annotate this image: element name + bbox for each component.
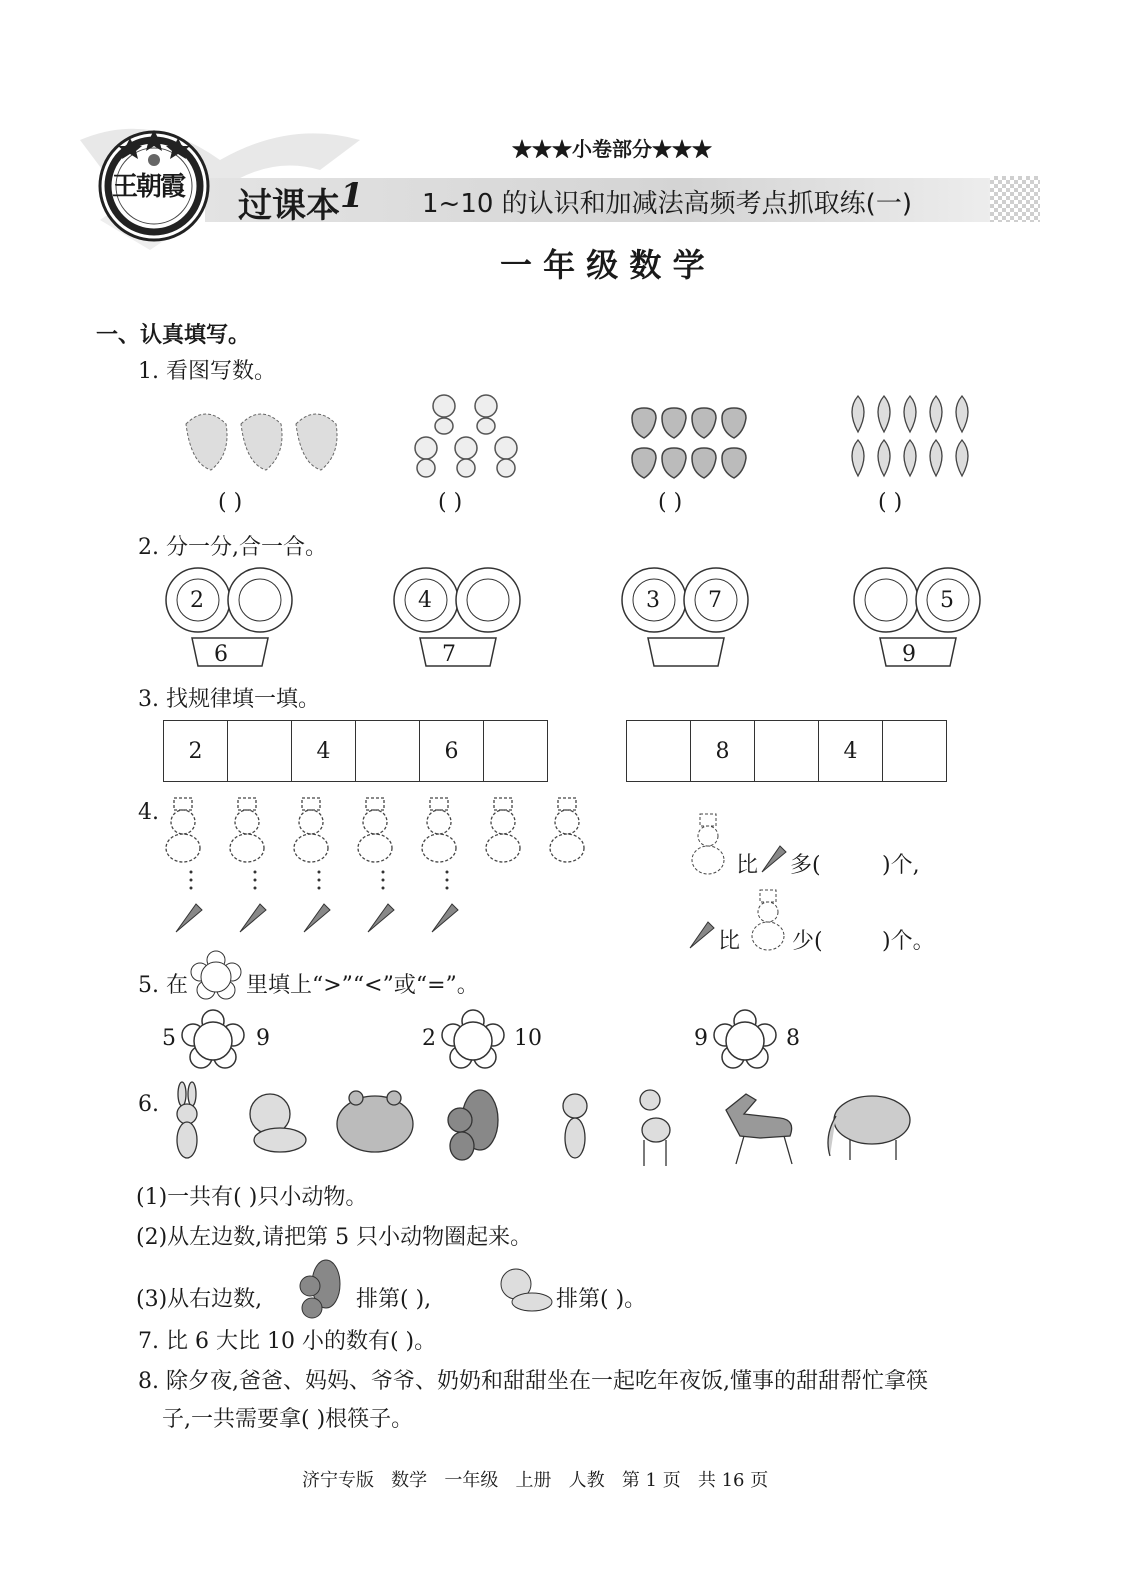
squirrel-icon bbox=[448, 1090, 498, 1160]
flower-pot-group-1 bbox=[162, 566, 297, 670]
checker-decoration bbox=[990, 176, 1040, 222]
q1-blank-1[interactable]: ( ) bbox=[218, 490, 243, 515]
q1-label: 1. 看图写数。 bbox=[138, 359, 276, 384]
q2-label: 2. 分一分,合一合。 bbox=[138, 535, 327, 560]
grid-cell[interactable]: 2 bbox=[164, 721, 228, 781]
horse-icon bbox=[726, 1094, 792, 1164]
book-number: 1 bbox=[340, 176, 364, 216]
squirrel-icon bbox=[290, 1258, 348, 1320]
q4-line1-unit: )个, bbox=[882, 853, 920, 878]
q6-label: 6. bbox=[138, 1092, 159, 1117]
pattern-grid-2 bbox=[626, 720, 947, 782]
grid-cell[interactable] bbox=[883, 721, 946, 781]
snowmen-carrots-image bbox=[162, 794, 602, 936]
bear-icon bbox=[337, 1091, 413, 1152]
compare-left-3: 9 bbox=[694, 1026, 708, 1051]
compare-flower-icon[interactable] bbox=[180, 1008, 246, 1070]
q6-sub2: (2)从左边数,请把第 5 只小动物圈起来。 bbox=[136, 1225, 533, 1250]
q6-sub1: (1)一共有( )只小动物。 bbox=[136, 1185, 368, 1210]
q5-label-a: 5. 在 bbox=[138, 973, 188, 998]
carrot-icon bbox=[686, 914, 716, 950]
flower-pot-icon bbox=[618, 566, 753, 670]
snowman-icon bbox=[688, 812, 730, 880]
snowman-icon bbox=[748, 888, 790, 956]
grid-cell[interactable] bbox=[755, 721, 819, 781]
flower-pot-group-4 bbox=[850, 566, 985, 670]
book-label: 过课本 bbox=[238, 186, 340, 226]
q4-line2-less: 少( bbox=[792, 929, 823, 954]
pot-number[interactable]: 9 bbox=[902, 642, 916, 667]
petal-left-number[interactable]: 3 bbox=[646, 588, 660, 613]
puppy-icon bbox=[250, 1094, 306, 1152]
q7: 7. 比 6 大比 10 小的数有( )。 bbox=[138, 1329, 437, 1354]
q4-line1-than: 比 bbox=[736, 853, 759, 878]
flower-pot-icon bbox=[162, 566, 297, 670]
strawberries-image bbox=[628, 400, 758, 484]
q6-sub3-b: 排第( ), bbox=[356, 1287, 432, 1312]
q4-line2-than: 比 bbox=[718, 929, 741, 954]
q8-line1: 8. 除夕夜,爸爸、妈妈、爷爷、奶奶和甜甜坐在一起吃年夜饭,懂事的甜甜帮忙拿筷 bbox=[138, 1369, 928, 1394]
section-title: 一、认真填写。 bbox=[96, 322, 251, 348]
monkey-icon bbox=[563, 1094, 587, 1158]
q5-label-b: 里填上“>”“<”或“=”。 bbox=[246, 973, 479, 998]
flower-circle-icon bbox=[190, 950, 242, 1002]
animals-row-image[interactable] bbox=[160, 1080, 920, 1170]
grid-cell[interactable]: 8 bbox=[691, 721, 755, 781]
cabbages-image bbox=[176, 404, 346, 476]
puppy-icon bbox=[496, 1264, 556, 1314]
logo-text: 王朝霞 bbox=[112, 172, 185, 202]
compare-flower-icon[interactable] bbox=[712, 1008, 778, 1070]
petal-left-number[interactable]: 4 bbox=[418, 588, 432, 613]
q6-sub3-c: 排第( )。 bbox=[556, 1287, 647, 1312]
pot-number[interactable]: 6 bbox=[214, 642, 228, 667]
q4-line2-unit: )个。 bbox=[882, 929, 935, 954]
flower-pot-icon bbox=[390, 566, 525, 670]
grid-cell[interactable]: 4 bbox=[819, 721, 883, 781]
grid-cell[interactable] bbox=[627, 721, 691, 781]
compare-left-1: 5 bbox=[162, 1026, 176, 1051]
deer-icon bbox=[640, 1090, 670, 1166]
flower-pot-group-3 bbox=[618, 566, 753, 670]
petal-right-number[interactable]: 7 bbox=[708, 588, 722, 613]
carrot-icon bbox=[758, 838, 788, 874]
petal-left-number[interactable]: 2 bbox=[190, 588, 204, 613]
leaves-image bbox=[844, 392, 974, 482]
lesson-title: 1~10 的认识和加减法高频考点抓取练(一) bbox=[422, 189, 912, 219]
q6-sub3-a: (3)从右边数, bbox=[136, 1287, 263, 1312]
grid-cell[interactable]: 4 bbox=[292, 721, 356, 781]
q4-line1-more: 多( bbox=[790, 853, 821, 878]
q4-label: 4. bbox=[138, 800, 159, 825]
q1-blank-2[interactable]: ( ) bbox=[438, 490, 463, 515]
compare-right-3: 8 bbox=[786, 1026, 800, 1051]
subject-title: 一 年 级 数 学 bbox=[500, 246, 705, 284]
petal-right-number[interactable]: 5 bbox=[940, 588, 954, 613]
compare-right-1: 9 bbox=[256, 1026, 270, 1051]
flower-pot-group-2 bbox=[390, 566, 525, 670]
q1-blank-4[interactable]: ( ) bbox=[878, 490, 903, 515]
grid-cell[interactable] bbox=[228, 721, 292, 781]
grid-cell[interactable]: 6 bbox=[420, 721, 484, 781]
compare-left-2: 2 bbox=[422, 1026, 436, 1051]
page-footer: 济宁专版 数学 一年级 上册 人教 第 1 页 共 16 页 bbox=[302, 1470, 769, 1491]
grid-cell[interactable] bbox=[484, 721, 547, 781]
pot-number[interactable]: 7 bbox=[442, 642, 456, 667]
elephant-icon bbox=[828, 1096, 910, 1160]
q3-label: 3. 找规律填一填。 bbox=[138, 687, 320, 712]
flower-pot-icon bbox=[850, 566, 985, 670]
pattern-grid-1 bbox=[163, 720, 548, 782]
compare-right-2: 10 bbox=[514, 1026, 542, 1051]
compare-flower-icon[interactable] bbox=[440, 1008, 506, 1070]
q1-blank-3[interactable]: ( ) bbox=[658, 490, 683, 515]
teddy-bears-image bbox=[404, 390, 529, 486]
grid-cell[interactable] bbox=[356, 721, 420, 781]
rabbit-icon bbox=[177, 1082, 197, 1158]
q8-line2: 子,一共需要拿( )根筷子。 bbox=[162, 1407, 414, 1432]
section-tag: ★★★小卷部分★★★ bbox=[512, 137, 712, 161]
